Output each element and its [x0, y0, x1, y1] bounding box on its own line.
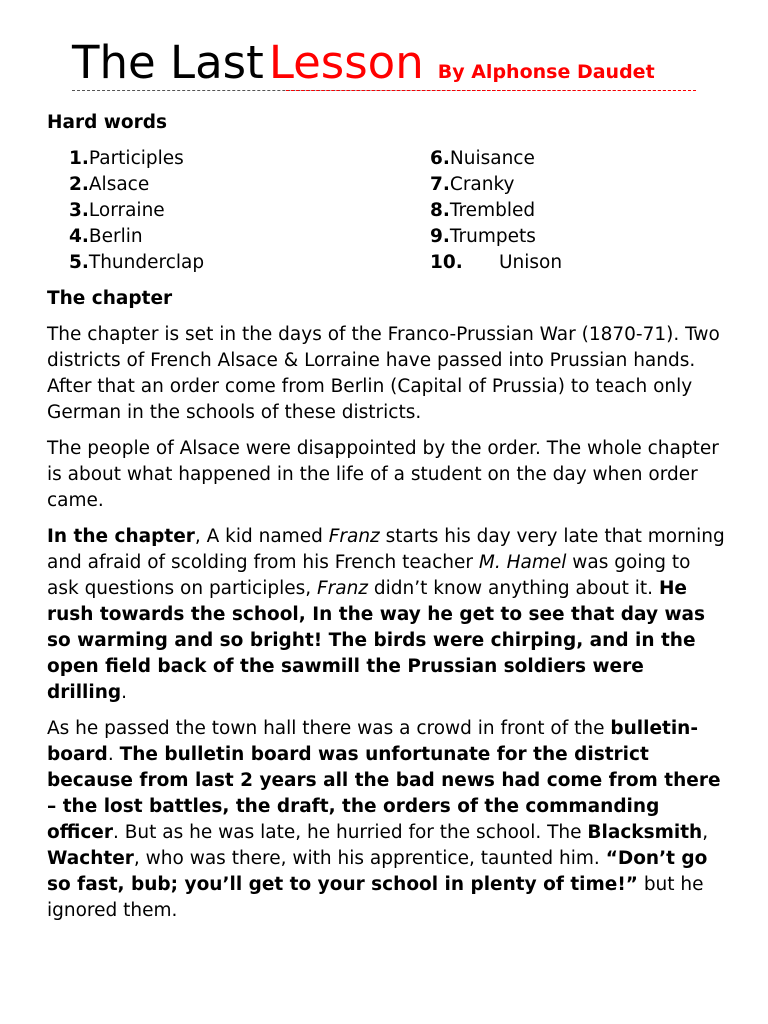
text-run: . But as he was late, he hurried for the school. The	[112, 822, 588, 843]
list-word: Cranky	[449, 174, 515, 195]
text-run: , who was there, with his apprentice, taunted him.	[133, 848, 606, 869]
list-item	[69, 146, 204, 172]
list-item	[430, 146, 562, 172]
list-number: 2.	[69, 174, 89, 195]
text-italic: Franz	[328, 526, 380, 547]
text-italic: Franz	[317, 578, 369, 599]
list-number: 7.	[430, 174, 450, 195]
title-underline-red	[286, 90, 696, 91]
list-word: Trembled	[449, 200, 536, 221]
list-number: 1.	[69, 148, 89, 169]
list-word: Participles	[88, 148, 184, 169]
text-bold: Blacksmith	[587, 822, 703, 843]
list-item	[69, 224, 204, 250]
hard-words-column-1	[69, 146, 204, 276]
list-word: Trumpets	[449, 226, 536, 247]
list-word: Nuisance	[449, 148, 535, 169]
paragraph-setting: The chapter is set in the days of the Franco-Prussian War (1870-71). Two districts of French Alsace & Lorraine have passed into Prussian hands. After that an order come from Berlin (Capital of Prussia) to teach only German in the schools of these districts.	[47, 324, 720, 423]
list-item	[430, 250, 562, 276]
text-bold: Wachter	[47, 848, 134, 869]
list-item	[430, 224, 562, 250]
list-word: Unison	[499, 252, 563, 273]
list-number: 6.	[430, 148, 450, 169]
list-word: Thunderclap	[88, 252, 205, 273]
list-item	[430, 172, 562, 198]
text-run: As he passed the town hall there was a crowd in front of the	[47, 718, 611, 739]
text-bold: The bulletin board was unfortunate for the district because from last 2 years all the bad news had come from there – the lost battles, the draft, the orders of the commanding officer	[47, 744, 721, 843]
list-number: 5.	[69, 252, 89, 273]
text-run: but he ignored them.	[47, 874, 704, 921]
list-word: Lorraine	[88, 200, 165, 221]
text-bold: bulletin-board	[47, 718, 699, 765]
list-word: Berlin	[88, 226, 143, 247]
text-bold: “Don’t go so fast, bub; you’ll get to your school in plenty of time!”	[47, 848, 708, 895]
text-italic: M. Hamel	[478, 552, 567, 573]
paragraph-franz	[47, 524, 727, 706]
hard-words-heading: Hard words	[47, 112, 167, 133]
title-author: By Alphonse Daudet	[437, 61, 655, 83]
list-number: 9.	[430, 226, 450, 247]
hard-words-column-2	[430, 146, 562, 276]
paragraph-people: The people of Alsace were disappointed by the order. The whole chapter is about what happened in the life of a student on the day when order came.	[47, 438, 719, 511]
title-highlight: Lesson	[268, 36, 424, 89]
text-bold: In the chapter	[47, 526, 195, 547]
list-item	[69, 250, 204, 276]
text-run: didn’t know anything about it.	[368, 578, 659, 599]
hard-words-list	[47, 146, 727, 276]
list-item	[69, 172, 204, 198]
paragraph-town-hall	[47, 716, 727, 924]
list-item	[430, 198, 562, 224]
list-word: Alsace	[88, 174, 150, 195]
text-bold: He rush towards the school, In the way he get to see that day was so warming and so bright! The birds were chirping, and in the open field back of the sawmill the Prussian soldiers were drilling	[47, 578, 706, 703]
list-number: 10.	[430, 252, 463, 273]
text-run: ,	[702, 822, 709, 843]
text-run: .	[107, 744, 120, 765]
text-run: , A kid named	[194, 526, 329, 547]
document-body	[47, 110, 727, 934]
text-run: .	[121, 682, 128, 703]
list-number: 3.	[69, 200, 89, 221]
list-number: 8.	[430, 200, 450, 221]
document-title	[72, 36, 712, 89]
chapter-heading: The chapter	[47, 288, 173, 309]
list-item	[69, 198, 204, 224]
text-run: was going to ask questions on participles,	[47, 552, 691, 599]
text-run: starts his day very late that morning and afraid of scolding from his French teacher	[47, 526, 725, 573]
title-main: The Last	[72, 36, 264, 89]
list-number: 4.	[69, 226, 89, 247]
